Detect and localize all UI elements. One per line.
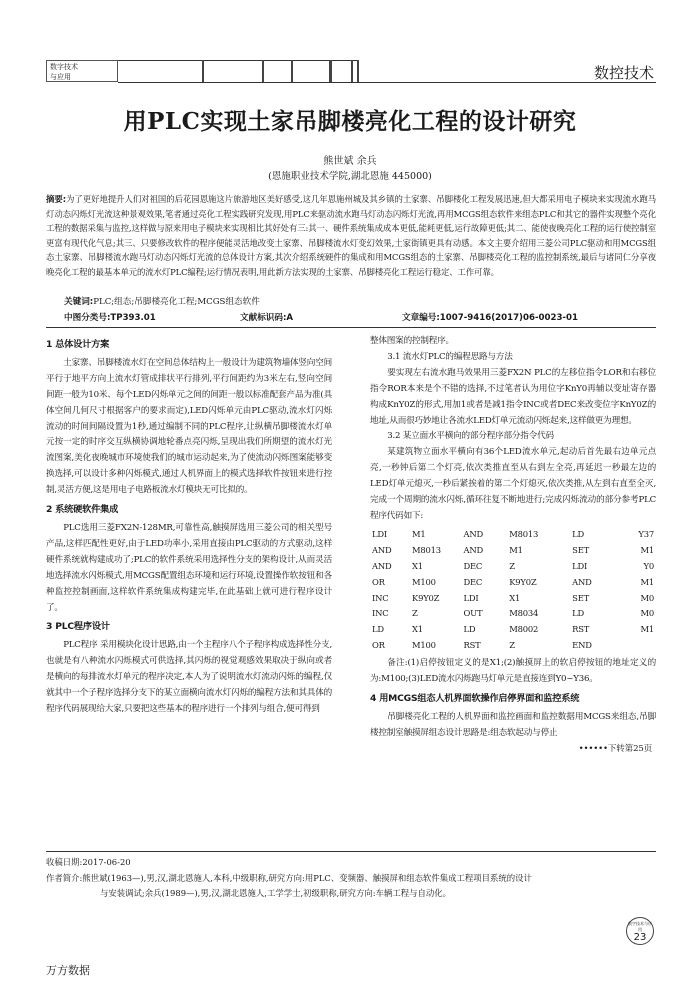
code-cell: Z bbox=[509, 640, 515, 651]
header-stripe bbox=[202, 60, 204, 82]
paragraph: 吊脚楼亮化工程的人机界面和监控画面和监控数据用MCGS来组态,吊脚楼控制室触摸屏组态设计思路是:组态软起动与停止 bbox=[370, 711, 656, 738]
authors: 熊世斌 余兵 bbox=[323, 156, 377, 167]
header-stripe bbox=[357, 60, 359, 82]
code-cell: M100 bbox=[412, 640, 436, 651]
code-row bbox=[370, 622, 656, 638]
page-number: 23 bbox=[633, 932, 647, 943]
header-stripe bbox=[351, 60, 353, 82]
paragraph: 土家寨、吊脚楼流水灯在空间总体结构上一般设计为建筑物墙体竖向空间平行于地平方向上流水灯管成排状平行排列,平行间距约为3米左右,竖向空间间距一般为10米、每个LED闪烁单元之间的间距一般以标准配套产品为准(具体空间几何尺寸根据客户的要求而定),LED闪烁单元由PLC驱动,流水灯闪烁流动的时间间隔设置为1秒,通过编制不同的PLC程序,让纵横吊脚楼流水灯单元按一定的时序交互纵横协调地轮番点亮闪烁,呈现出我们所期望的流水灯光流图案,美化夜晚城市环境使我们的城市运动起来,为了使流动闪烁图案能够变换选择,可以设计多种闪烁模式,通过人机界面上的模式选择软件按钮来进行控制,灵活方便,这是用电子电路板流水灯模块无可比拟的。 bbox=[46, 357, 332, 496]
affiliation: (恩施职业技术学院,湖北恩施 445000) bbox=[268, 171, 432, 182]
code-cell: Y37 bbox=[638, 528, 654, 539]
code-cell: LD bbox=[463, 624, 476, 635]
code-cell: INC bbox=[372, 608, 389, 619]
paragraph: 要实现左右流水跑马效果用三菱FX2N PLC的左移位指令LOR和右移位指令ROR本来是个不错的选择,不过笔者认为用位字KnY0再辅以变址寄存器构成KnY0Z的形式,用加1或者是减1指令INC或者DEC来改变位字KnY0Z的地址,从而很巧妙地让各流水LED灯单元流动闪烁起来,这样做更为理想。 bbox=[370, 367, 656, 426]
code-row bbox=[370, 559, 656, 575]
code-cell: OUT bbox=[463, 608, 483, 619]
code-cell: DEC bbox=[463, 560, 483, 571]
header-stripe bbox=[262, 60, 264, 82]
code-cell: LD bbox=[572, 528, 585, 539]
code-cell: AND bbox=[463, 528, 483, 539]
code-cell: M1 bbox=[509, 544, 523, 555]
keywords-text: PLC;组态;吊脚楼亮化工程;MCGS组态软件 bbox=[93, 297, 260, 307]
page-badge-text: 数字技术与应用 bbox=[628, 921, 652, 932]
clc-number: 中图分类号:TP393.01 bbox=[64, 313, 156, 323]
code-cell: AND bbox=[463, 544, 483, 555]
code-cell: M1 bbox=[640, 624, 654, 635]
code-cell: M0 bbox=[640, 592, 654, 603]
code-row bbox=[370, 527, 656, 543]
code-row bbox=[370, 591, 656, 607]
header-stripe bbox=[329, 60, 332, 82]
abstract bbox=[46, 192, 656, 280]
code-cell: M1 bbox=[640, 544, 654, 555]
code-cell: AND bbox=[572, 576, 592, 587]
code-row bbox=[370, 638, 656, 654]
document-code: 文献标识码:A bbox=[240, 313, 294, 323]
code-cell: SET bbox=[572, 592, 589, 603]
code-cell: OR bbox=[372, 576, 385, 587]
section-heading: 2 系统硬软件集成 bbox=[46, 504, 119, 516]
watermark: 万方数据 bbox=[46, 964, 90, 977]
abstract-text: 为了更好地提升人们对祖国的后花园恩施这片旅游地区美好感受,这几年恩施州城及其乡镇的土家寨、吊脚楼化工程发展迅速,但大都采用电子模块来实现流水跑马灯动态闪烁灯光流这种景观效果,笔者通过亮化工程实践研究发现,用PLC来驱动流水跑马灯动态闪烁灯光流,再用MCGS组态软件来组态PLC和其它的器件实现整个亮化工程的数据采集与监控,这样做与原来用电子模块来实现相比其好处有三:其一、硬件系统集成成本更低,能耗更低,运行故障更低;其二、能使夜晚亮化工程的运行使控制室更富有现代化气息;其三、只要修改软件的程序便能灵活地改变土家寨、吊脚楼流水灯变幻效果,土家街镇更具有动感。本文主要介绍用三菱公司PLC驱动和用MCGS组态土家寨、吊脚楼流水跑马灯动态闪烁灯光流的总体设计方案,其次介绍系统硬件的集成和用MCGS组态的土家寨、吊脚楼亮化工程的监控制系统,最后与诸同仁分享夜晚亮化工程的最基本单元的流水灯PLC编程;运行情况表明,用此新方法实现的土家寨、吊脚楼亮化工程运行稳定、工作可靠。 bbox=[46, 194, 656, 277]
header-rule-top bbox=[118, 60, 358, 61]
code-cell: END bbox=[572, 640, 592, 651]
article-number: 文章编号:1007-9416(2017)06-0023-01 bbox=[402, 313, 578, 323]
section-label: 数控技术 bbox=[593, 64, 654, 82]
code-cell: M100 bbox=[412, 576, 436, 587]
code-cell: RST bbox=[463, 640, 481, 651]
code-cell: LD bbox=[372, 624, 384, 635]
page-number-badge bbox=[626, 917, 654, 945]
author-bio-line: 与安装调试;余兵(1989—),男,汉,湖北恩施人,工学学士,初级职称,研究方向:车辆工程与自动化。 bbox=[100, 888, 451, 898]
header-rule-bottom bbox=[118, 82, 656, 83]
code-cell: M1 bbox=[412, 528, 426, 539]
author-bio bbox=[46, 871, 661, 901]
code-cell: AND bbox=[372, 544, 392, 555]
continued-note: ••••••下转第25页 bbox=[578, 743, 652, 754]
code-cell: Y0 bbox=[643, 560, 654, 571]
code-cell: M8002 bbox=[509, 624, 539, 635]
left-column bbox=[46, 334, 332, 718]
code-cell: K9Y0Z bbox=[412, 592, 440, 603]
section-heading: 4 用MCGS组态人机界面软操作启停界面和监控系统 bbox=[370, 692, 580, 704]
journal-logo bbox=[46, 60, 118, 82]
journal-logo-line2: 与应用 bbox=[50, 73, 71, 81]
code-cell: M8013 bbox=[412, 544, 441, 555]
code-cell: M8013 bbox=[509, 528, 539, 539]
code-cell: K9Y0Z bbox=[509, 576, 537, 587]
code-cell bbox=[619, 638, 656, 654]
code-cell: INC bbox=[372, 592, 389, 603]
paragraph: 某建筑物立面水平横向有36个LED流水单元,起动后首先最右边单元点亮,一秒钟后第二个灯亮,依次类推直至从右到左全亮,再延迟一秒最左边的LED灯单元熄灭,一秒后紧挨着的第二个灯熄灭,依次类推,从左到右直至全灭,完成一个周期的流水闪烁,循环往复不断地进行;完成闪烁流动的部分参考PLC程序代码如下: bbox=[370, 447, 656, 521]
code-cell: X1 bbox=[412, 560, 423, 571]
keywords bbox=[64, 295, 260, 307]
code-cell: OR bbox=[372, 640, 385, 651]
code-cell: X1 bbox=[412, 624, 423, 635]
code-cell: AND bbox=[372, 560, 392, 571]
code-cell: Z bbox=[509, 560, 515, 571]
section-heading: 3 PLC程序设计 bbox=[46, 621, 110, 633]
code-cell: LDI bbox=[372, 528, 387, 539]
paragraph: PLC程序 采用模块化设计思路,由一个主程序八个子程序构成选择性分支,也就是有八种流水闪烁模式可供选择,其闪烁的视觉观感效果取决于纵向或者是横向的每排流水灯单元的程序决定,本人为了说明流水灯流动闪烁的编程,仅就其中一个子程序选择分支下的某立面横向流水灯闪烁的编程方法和其具体的程序代码展现给大家,只要把这些基本的程序进行一个排列与组合,便可得到 bbox=[46, 640, 332, 714]
plc-code-table bbox=[370, 527, 656, 654]
code-cell: X1 bbox=[509, 592, 521, 603]
code-row bbox=[370, 606, 656, 622]
footnote-divider bbox=[46, 851, 656, 852]
author-bio-line: 作者简介:熊世斌(1963—),男,汉,湖北恩施人,本科,中级职称,研究方向:用PLC、变频器、触摸屏和组态软件集成工程项目系统的设计 bbox=[46, 873, 532, 883]
code-cell: LDI bbox=[572, 560, 588, 571]
subsection-heading: 3.1 流水灯PLC的编程思路与方法 bbox=[387, 351, 513, 362]
right-column bbox=[370, 334, 656, 758]
code-cell: SET bbox=[572, 544, 589, 555]
code-cell: LDI bbox=[463, 592, 479, 603]
code-cell: Z bbox=[412, 608, 418, 619]
code-cell: RST bbox=[572, 624, 590, 635]
code-cell: M1 bbox=[640, 576, 654, 587]
paragraph: 备注:(1)启停按钮定义的是X1;(2)触摸屏上的软启停按钮的地址定义的为:M100;(3)LED流水闪烁跑马灯单元是直接连到Y0~Y36。 bbox=[370, 658, 656, 685]
abstract-label: 摘要: bbox=[46, 194, 66, 204]
code-cell: M0 bbox=[640, 608, 654, 619]
header-stripe bbox=[291, 60, 293, 82]
received-date: 收稿日期:2017-06-20 bbox=[46, 857, 131, 867]
article-title: 用PLC实现土家吊脚楼亮化工程的设计研究 bbox=[123, 108, 577, 135]
code-cell: DEC bbox=[463, 576, 483, 587]
keywords-label: 关键词: bbox=[64, 297, 94, 307]
code-cell: LD bbox=[572, 608, 585, 619]
code-cell: M8034 bbox=[509, 608, 539, 619]
section-heading: 1 总体设计方案 bbox=[46, 339, 110, 350]
paragraph: PLC选用三菱FX2N-128MR,可靠性高,触摸屏选用三菱公司的相关型号产品,这样匹配性更好,由于LED功率小,采用直接由PLC驱动的方式驱动,这样硬件系统就构建成功了;PLC的软件系统采用选择性分支的架构设计,从而灵活地选择流水闪烁模式,用MCGS配置组态环境和运行环境,设置操作软按钮和各种监控控制画面,这样软件系统集成构建完毕,在此基础上就可进行程序设计了。 bbox=[46, 522, 332, 613]
code-row bbox=[370, 543, 656, 559]
paragraph: 整体图案的控制程序。 bbox=[370, 336, 454, 346]
code-row bbox=[370, 575, 656, 591]
subsection-heading: 3.2 某立面水平横向的部分程序部分指令代码 bbox=[387, 431, 554, 442]
journal-logo-line1: 数字技术 bbox=[50, 63, 78, 71]
abstract-divider bbox=[46, 327, 656, 328]
